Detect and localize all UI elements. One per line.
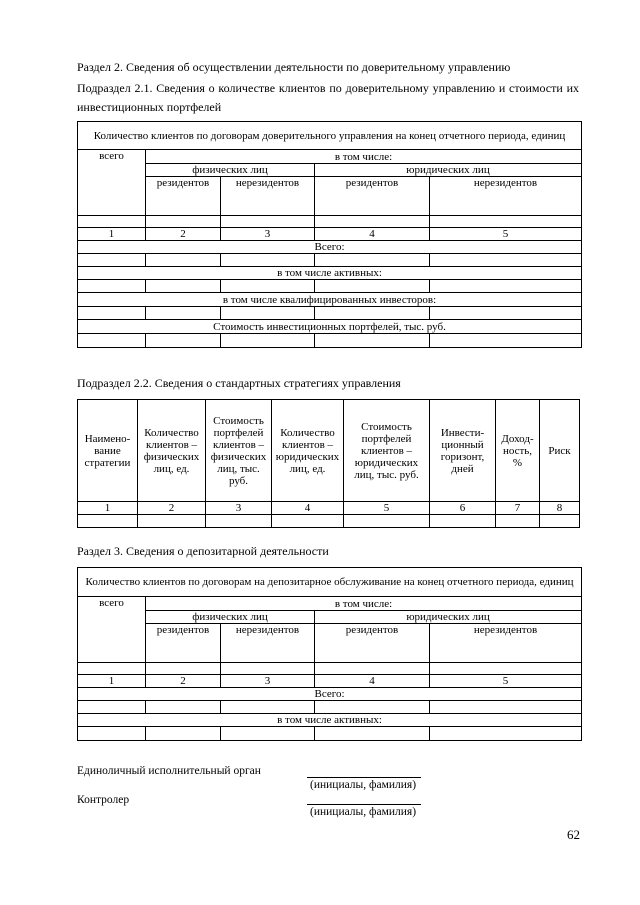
depository-clients-table xyxy=(77,567,582,741)
nonresidents-header: нерезидентов xyxy=(430,177,582,216)
nonresidents-header: нерезидентов xyxy=(221,624,315,663)
jur-clients-count-header: Количество клиентов – юридических лиц, ед. xyxy=(272,400,344,502)
phys-clients-count-header: Количество клиентов – физических лиц, ед. xyxy=(138,400,206,502)
column-number: 2 xyxy=(146,228,221,241)
controller-signature-caption: (инициалы, фамилия) xyxy=(310,806,417,818)
executive-signature-line xyxy=(307,777,421,778)
column-number: 1 xyxy=(78,675,146,688)
column-number: 5 xyxy=(430,228,582,241)
column-number: 1 xyxy=(78,502,138,515)
column-number: 2 xyxy=(146,675,221,688)
executive-signature-caption: (инициалы, фамилия) xyxy=(310,779,417,791)
table-header: Количество клиентов по договорам на депозитарное обслуживание на конец отчетного периода, единиц xyxy=(78,568,582,597)
total-header: всего xyxy=(78,597,146,663)
page-number: 62 xyxy=(567,827,580,842)
residents-header: резидентов xyxy=(315,624,430,663)
residents-header: резидентов xyxy=(315,177,430,216)
active-label: в том числе активных: xyxy=(78,267,582,280)
column-number: 3 xyxy=(221,228,315,241)
table-header: Количество клиентов по договорам доверительного управления на конец отчетного периода, единиц xyxy=(78,122,582,150)
section-2-title: Раздел 2. Сведения об осуществлении деятельности по доверительному управлению xyxy=(77,60,511,74)
column-number: 4 xyxy=(315,228,430,241)
legal-entities-header: юридических лиц xyxy=(315,611,582,624)
including-header: в том числе: xyxy=(146,597,582,611)
controller-label: Контролер xyxy=(77,794,130,806)
yield-header: Доход-ность, % xyxy=(496,400,540,502)
total-label: Всего: xyxy=(78,688,582,701)
portfolio-value-label: Стоимость инвестиционных портфелей, тыс. руб. xyxy=(78,320,582,334)
total-label: Всего: xyxy=(78,241,582,254)
strategies-table xyxy=(77,399,580,528)
column-number: 8 xyxy=(540,502,580,515)
subsection-2-1-title: Подраздел 2.1. Сведения о количестве клиентов по доверительному управлению и стоимости их инвестиционных портфелей xyxy=(77,81,579,114)
column-number: 2 xyxy=(138,502,206,515)
executive-body-label: Единоличный исполнительный орган xyxy=(77,765,261,777)
residents-header: резидентов xyxy=(146,624,221,663)
controller-signature-line xyxy=(307,804,421,805)
column-number: 6 xyxy=(430,502,496,515)
phys-portfolio-value-header: Стоимость портфелей клиентов – физических лиц, тыс. руб. xyxy=(206,400,272,502)
total-header: всего xyxy=(78,150,146,216)
column-number: 4 xyxy=(315,675,430,688)
legal-entities-header: юридических лиц xyxy=(315,164,582,177)
column-number: 4 xyxy=(272,502,344,515)
risk-header: Риск xyxy=(540,400,580,502)
including-header: в том числе: xyxy=(146,150,582,164)
column-number: 3 xyxy=(221,675,315,688)
clients-trust-table xyxy=(77,121,582,348)
strategy-name-header: Наимено-вание стратегии xyxy=(78,400,138,502)
column-number: 3 xyxy=(206,502,272,515)
column-number: 5 xyxy=(430,675,582,688)
column-number: 5 xyxy=(344,502,430,515)
investment-horizon-header: Инвести-ционный горизонт, дней xyxy=(430,400,496,502)
subsection-2-2-title: Подраздел 2.2. Сведения о стандартных стратегиях управления xyxy=(77,376,401,390)
active-label: в том числе активных: xyxy=(78,714,582,727)
column-number: 7 xyxy=(496,502,540,515)
jur-portfolio-value-header: Стоимость портфелей клиентов – юридических лиц, тыс. руб. xyxy=(344,400,430,502)
qualified-investors-label: в том числе квалифицированных инвесторов: xyxy=(78,293,582,307)
nonresidents-header: нерезидентов xyxy=(221,177,315,216)
residents-header: резидентов xyxy=(146,177,221,216)
physical-persons-header: физических лиц xyxy=(146,611,315,624)
nonresidents-header: нерезидентов xyxy=(430,624,582,663)
column-number: 1 xyxy=(78,228,146,241)
section-3-title: Раздел 3. Сведения о депозитарной деятельности xyxy=(77,544,329,558)
physical-persons-header: физических лиц xyxy=(146,164,315,177)
